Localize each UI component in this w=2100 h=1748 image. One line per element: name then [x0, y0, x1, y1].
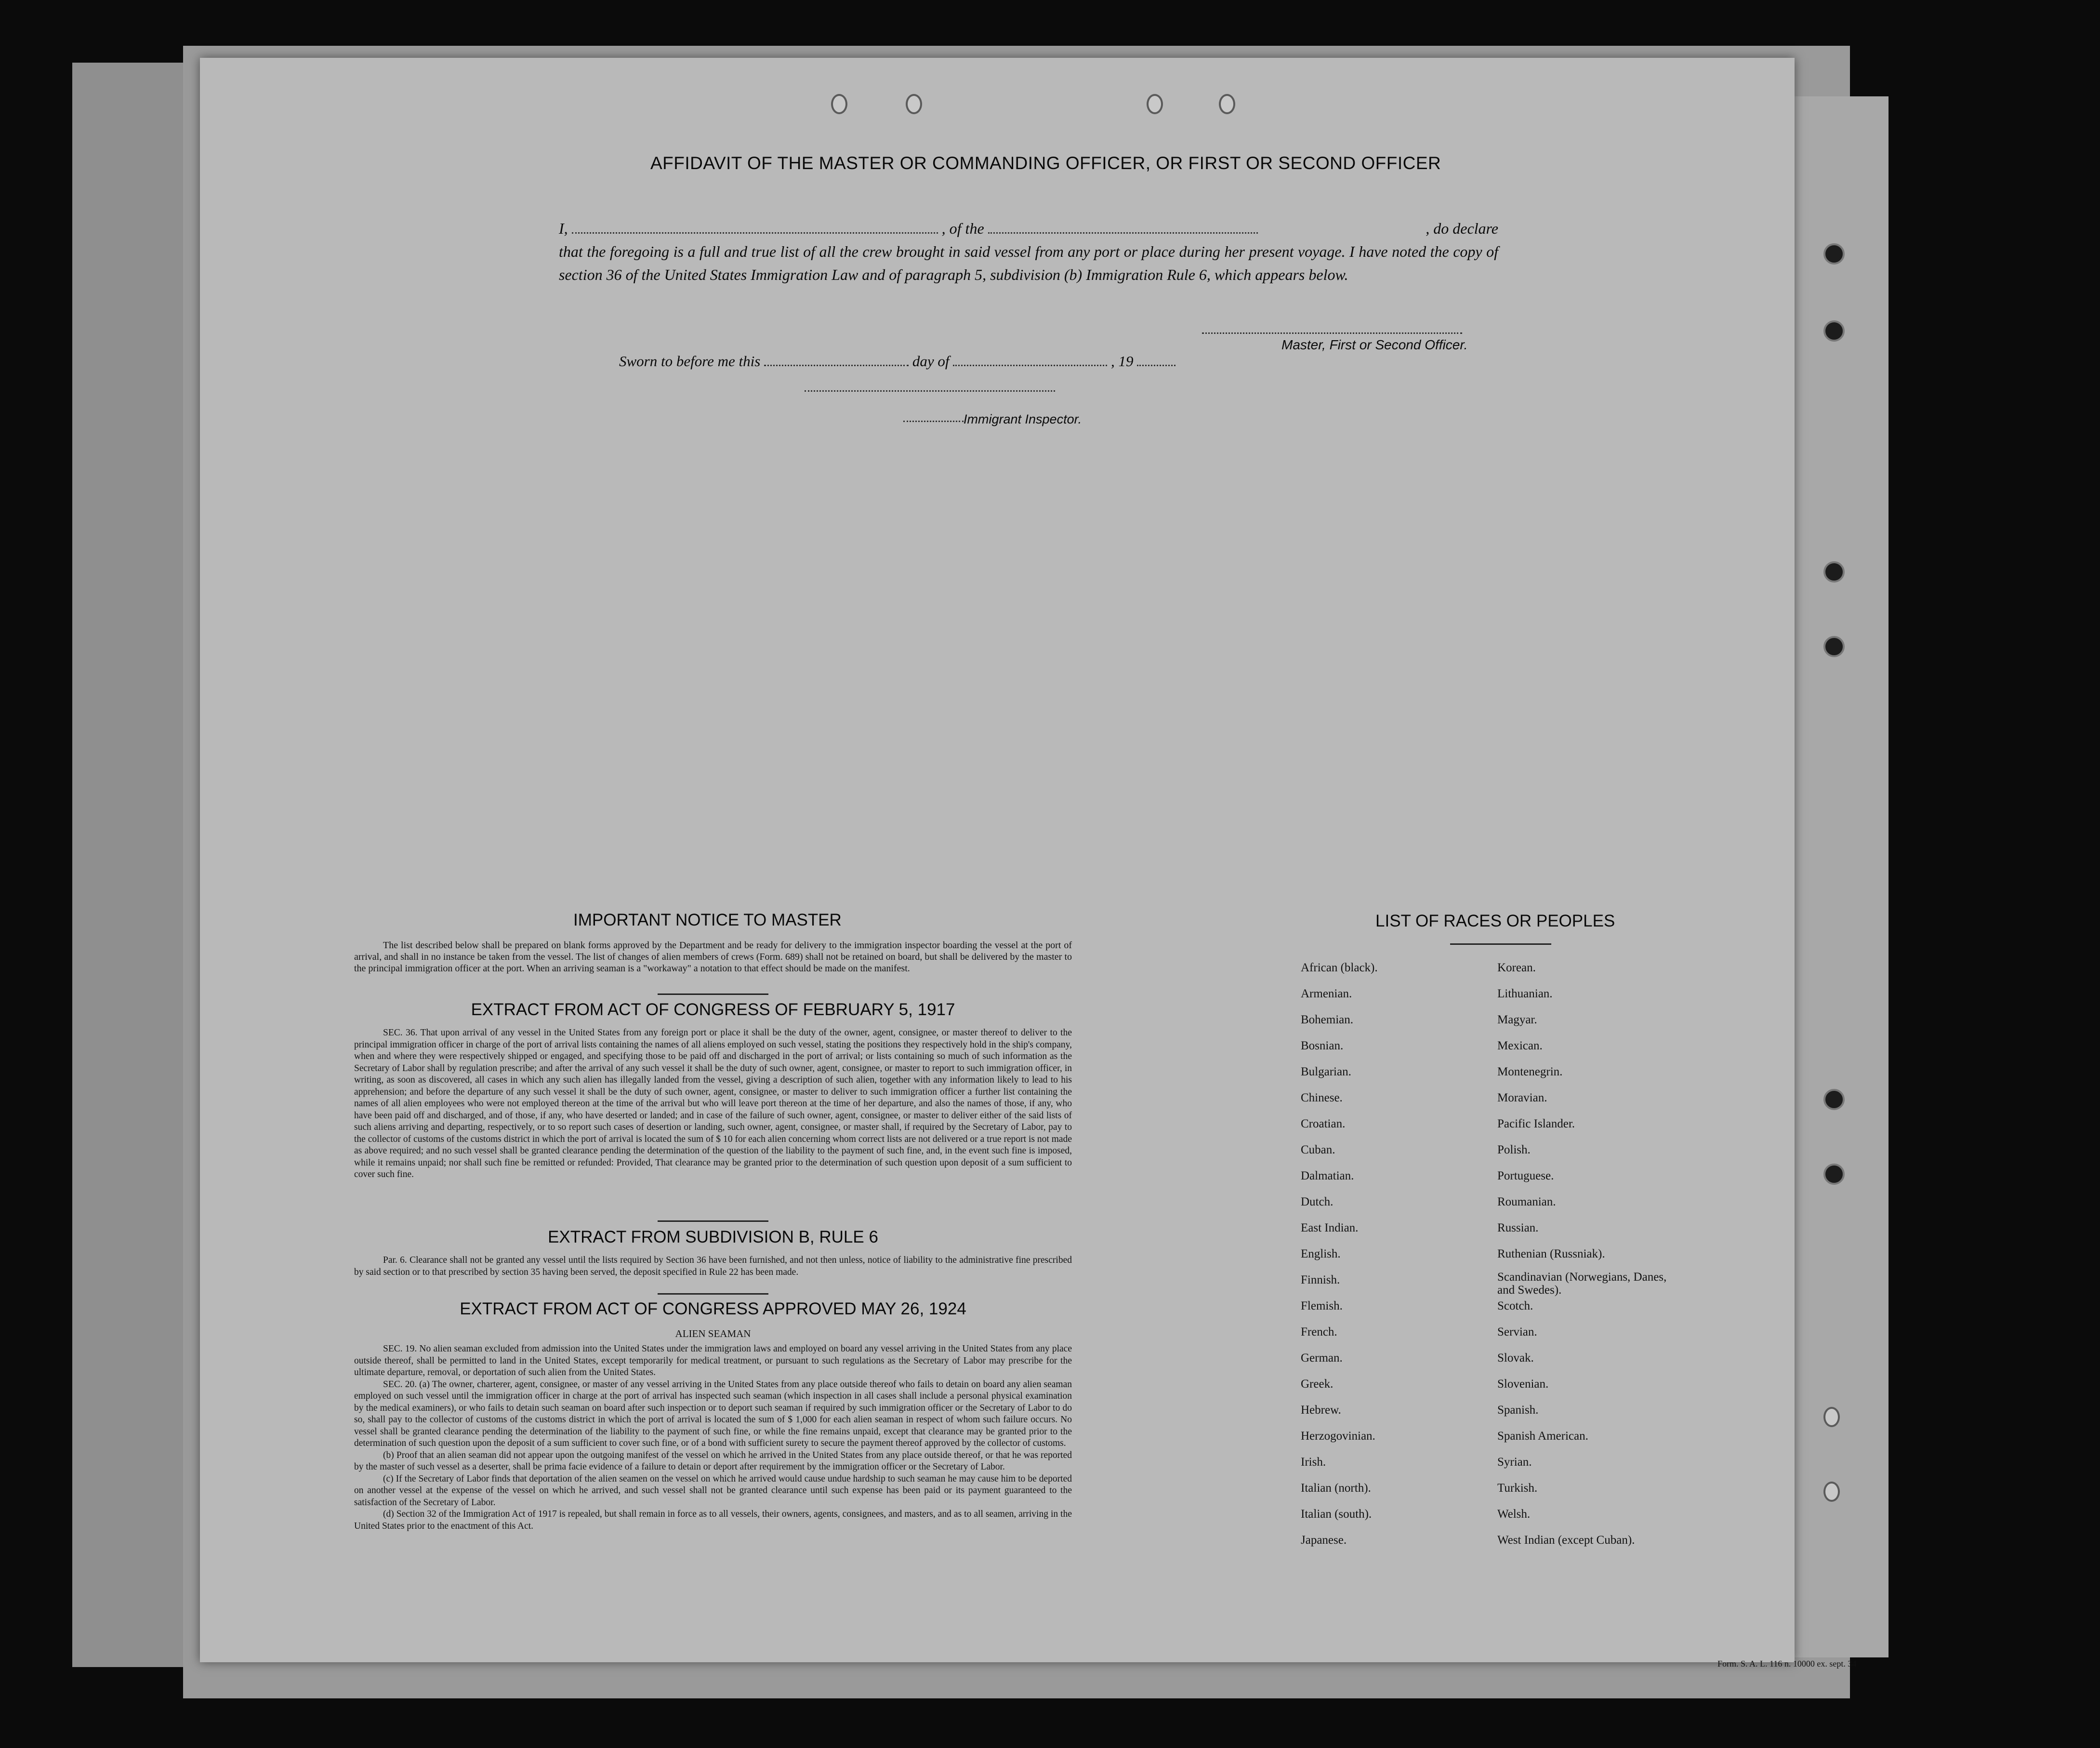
inspector-signature-line[interactable]: [805, 390, 1055, 392]
notice-title: IMPORTANT NOTICE TO MASTER: [573, 911, 842, 929]
declarant-i: [559, 217, 1258, 240]
race-item: Syrian.: [1497, 1456, 1532, 1469]
of-the-label: , of the: [941, 220, 984, 237]
sec-20a-text: SEC. 20. (a) The owner, charterer, agent, consignee, or master of any vessel arriving in the United States from any place outside thereof who fails to detain on board any alien seaman employed on such vessel until the immigration officer in charge at the port of arrival has inspected such seaman (which inspection in all cases shall include a personal physical examination by the medical examiners), or who fails to detain such seaman on board after such inspection or to deport such seaman if required by such immigration officer or the Secretary of Labor to do so, shall pay to the collector of customs of the customs district in which the port of arrival is located the sum of $ 1,000 for each alien seaman in respect of whom such failure occurs. No vessel shall be granted clearance pending the determination of the liability to the payment of such fine, or while the fine remains unpaid, except that clearance may be granted prior to the determination of such question upon the deposit of a sum sufficient to cover such fine, or of a bond with sufficient surety to secure the payment thereof approved by the collector of customs.: [354, 1379, 1072, 1448]
extract-1924-body: [354, 1343, 1072, 1532]
punch-hole: [831, 94, 847, 114]
sworn-month-field[interactable]: [953, 365, 1107, 366]
section-divider: [658, 993, 768, 995]
punch-hole: [1147, 94, 1163, 114]
affidavit-body: [559, 217, 1498, 286]
race-item: Polish.: [1497, 1143, 1531, 1156]
race-item: Korean.: [1497, 961, 1536, 974]
race-item: Welsh.: [1497, 1508, 1531, 1521]
form-number: Form. S. A. L. 116 n. 10000 ex. sept. 34: [1717, 1659, 1857, 1669]
binder-hole: [1823, 243, 1845, 265]
declaration-text: that the foregoing is a full and true list of all the crew brought in said vessel from any port or place during her present voyage. I have noted the copy of section 36 of the United States Immigration Law and of paragraph 5, subdivision (b) Immigration Rule 6, which appears below.: [559, 243, 1498, 283]
race-item: German.: [1301, 1351, 1343, 1364]
rule-6-body: Par. 6. Clearance shall not be granted any vessel until the lists required by Section 36 have been furnished, and not then unless, notice of liability to the administrative fine prescribed by said section or to that prescribed by section 35 having been served, the deposit specified in Rule 22 has been made.: [354, 1255, 1072, 1277]
binder-hole: [1823, 1164, 1845, 1185]
race-item: Hebrew.: [1301, 1404, 1341, 1417]
race-item: Japanese.: [1301, 1534, 1347, 1547]
race-item: Bosnian.: [1301, 1039, 1344, 1052]
declaration-line: [559, 217, 1498, 240]
master-signature-label: Master, First or Second Officer.: [1281, 337, 1468, 352]
race-item: African (black).: [1301, 961, 1378, 974]
sec-19-text: SEC. 19. No alien seaman excluded from admission into the United States under the immigration laws and employed on board any vessel arriving in the United States from any place outside thereof, shall be permitted to land in the United States, except temporarily for medical treatment, or pursuant to such regulations as the Secretary of Labor may prescribe for the ultimate departure, removal, or deportation of such alien from the United States.: [354, 1344, 1072, 1377]
race-item: Mexican.: [1497, 1039, 1543, 1052]
extract-1917-body: SEC. 36. That upon arrival of any vessel in the United States from any foreign port or place it shall be the duty of the owner, agent, consignee, or master thereof to deliver to the principal immigration officer in charge of the port of arrival lists containing the names of all aliens employed on such vessel, stating the positions they respectively hold in the ship's company, when and where they were respectively shipped or engaged, and specifying those to be paid off and discharged in the port of arrival; or lists containing so much of such information as the Secretary of Labor shall by regulation prescribe; and after the arrival of any such vessel it shall be the duty of such owner, agent, consignee, or master to report to such immigration officer, in writing, as soon as discovered, all cases in which any such alien has illegally landed from the vessel, giving a description of such alien, together with any information likely to lead to his apprehension; and before the departure of any such vessel it shall be the duty of such owner, agent, consignee, or master to deliver to such immigration officer a further list containing the names of all alien employees who were not employed thereon at the time of the arrival but who will leave port thereon at the time of her departure, and also the names of those, if any, who have been paid off and discharged, and of those, if any, who have deserted or landed; and in case of the failure of such owner, agent, consignee, or master to deliver either of the said lists of such aliens arriving and departing, respectively, or to so report such cases of desertion or landing, such owner, agent, consignee, or master shall, if required by the Secretary of Labor, pay to the collector of customs of the customs district in which the port of arrival is located the sum of $ 10 for each alien concerning whom correct lists are not delivered or a true report is not made as above required; and no such vessel shall be granted clearance pending the determination of the question of the liability to the payment of such fine, and, in the event such fine is imposed, while it remains unpaid; nor shall such fine be remitted or refunded: Provided, That clearance may be granted prior to the determination of such question upon deposit of a sum sufficient to cover such fine.: [354, 1028, 1072, 1179]
race-item: Croatian.: [1301, 1117, 1346, 1130]
notice-body: The list described below shall be prepared on blank forms approved by the Department and be ready for delivery to the immigration inspector boarding the vessel at the port of arrival, and shall in no instance be taken from the vessel. The list of changes of alien members of crews (Form. 689) shall not be retained on board, but shall be delivered by the master to the principal immigration officer at the port. When an arriving seaman is a "workaway" a notation to that effect should be made on the manifest.: [354, 940, 1072, 974]
race-item: East Indian.: [1301, 1221, 1359, 1234]
race-item: Greek.: [1301, 1377, 1334, 1390]
race-item: Magyar.: [1497, 1013, 1537, 1026]
races-title: LIST OF RACES OR PEOPLES: [1375, 912, 1615, 930]
binder-hole: [1823, 636, 1845, 657]
race-item: Flemish.: [1301, 1299, 1343, 1312]
race-item: Italian (north).: [1301, 1482, 1371, 1495]
race-item: Chinese.: [1301, 1091, 1343, 1104]
vessel-name-field[interactable]: [988, 232, 1258, 234]
race-item: English.: [1301, 1247, 1341, 1260]
race-item: Scandinavian (Norwegians, Danes, and Swedes).: [1497, 1271, 1667, 1297]
section-divider: [658, 1293, 768, 1295]
race-item: Ruthenian (Russniak).: [1497, 1247, 1605, 1260]
race-item: West Indian (except Cuban).: [1497, 1534, 1635, 1547]
race-item: Armenian.: [1301, 987, 1352, 1000]
race-item: Montenegrin.: [1497, 1065, 1563, 1078]
sworn-label: Sworn to before me this: [619, 353, 761, 370]
race-item: Pacific Islander.: [1497, 1117, 1575, 1130]
inspector-signature-lead: [903, 421, 964, 422]
master-signature-line[interactable]: [1202, 332, 1462, 334]
race-item: Bohemian.: [1301, 1013, 1354, 1026]
race-item: Portuguese.: [1497, 1169, 1554, 1182]
race-item: Slovak.: [1497, 1351, 1534, 1364]
races-divider: [1450, 943, 1551, 945]
race-item: Servian.: [1497, 1325, 1537, 1338]
affidavit-title: AFFIDAVIT OF THE MASTER OR COMMANDING OFFICER, OR FIRST OR SECOND OFFICER: [650, 153, 1441, 173]
binder-hole: [1823, 320, 1845, 342]
day-of-label: day of: [912, 353, 950, 370]
binder-hole: [1823, 1407, 1840, 1427]
declarant-name-field[interactable]: [572, 232, 938, 234]
race-item: Slovenian.: [1497, 1377, 1549, 1390]
punch-hole: [906, 94, 922, 114]
do-declare-label: , do declare: [1426, 220, 1498, 237]
inspector-label: Immigrant Inspector.: [964, 412, 1082, 426]
i-label: I,: [559, 220, 568, 237]
punch-hole: [1219, 94, 1235, 114]
race-item: Roumanian.: [1497, 1195, 1556, 1208]
race-item: Russian.: [1497, 1221, 1539, 1234]
sworn-line: [619, 353, 1175, 370]
section-divider: [658, 1220, 768, 1222]
extract-1924-title: EXTRACT FROM ACT OF CONGRESS APPROVED MAY 26, 1924: [460, 1299, 966, 1318]
sec-20b-text: (b) Proof that an alien seaman did not appear upon the outgoing manifest of the vessel on which he arrived in the United States from any place outside thereof, or that he was reported by the master of such vessel as a deserter, shall be prima facie evidence of a failure to detain or deport after requirement by the immigration officer or the Secretary of Labor.: [354, 1450, 1072, 1472]
race-item: Bulgarian.: [1301, 1065, 1351, 1078]
race-item: Irish.: [1301, 1456, 1326, 1469]
race-item: Spanish American.: [1497, 1430, 1588, 1443]
binder-hole: [1823, 561, 1845, 583]
race-item: Turkish.: [1497, 1482, 1538, 1495]
extract-1917-title: EXTRACT FROM ACT OF CONGRESS OF FEBRUARY 5, 1917: [471, 1000, 955, 1019]
alien-seaman-subtitle: ALIEN SEAMAN: [675, 1328, 751, 1339]
race-item: Italian (south).: [1301, 1508, 1372, 1521]
race-item: Finnish.: [1301, 1273, 1340, 1286]
sworn-day-field[interactable]: [764, 365, 909, 366]
race-item: Spanish.: [1497, 1404, 1539, 1417]
race-item: Herzogovinian.: [1301, 1430, 1375, 1443]
race-item: Dutch.: [1301, 1195, 1334, 1208]
race-item: French.: [1301, 1325, 1337, 1338]
rule-6-title: EXTRACT FROM SUBDIVISION B, RULE 6: [548, 1228, 878, 1246]
binder-hole: [1823, 1482, 1840, 1502]
sec-20d-text: (d) Section 32 of the Immigration Act of 1917 is repealed, but shall remain in force as to all vessels, their owners, agents, consignees, and masters, and as to all seamen, arriving in the United States prior to the enactment of this Act.: [354, 1509, 1072, 1531]
race-item: Scotch.: [1497, 1299, 1533, 1312]
sec-20c-text: (c) If the Secretary of Labor finds that deportation of the alien seamen on the vessel on which he arrived would cause undue hardship to such seaman he may cause him to be deported on another vessel at the expense of the vessel on which he arrived, and such vessel shall not be granted clearance until such expense has been paid or its payment guaranteed to the satisfaction of the Secretary of Labor.: [354, 1473, 1072, 1508]
race-item: Lithuanian.: [1497, 987, 1553, 1000]
binder-hole: [1823, 1089, 1845, 1110]
race-item: Dalmatian.: [1301, 1169, 1354, 1182]
year-prefix-label: , 19: [1110, 353, 1134, 370]
race-item: Moravian.: [1497, 1091, 1547, 1104]
sworn-year-field[interactable]: [1137, 365, 1175, 366]
race-item: Cuban.: [1301, 1143, 1335, 1156]
